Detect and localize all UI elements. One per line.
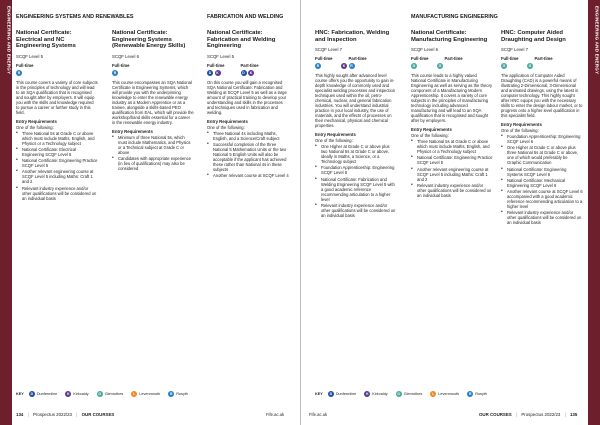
campus-badge-row <box>16 70 98 76</box>
study-mode-part-time: Part-time <box>348 56 367 62</box>
entry-requirements-list <box>16 131 98 201</box>
side-tab-right <box>588 0 600 425</box>
key-campus-name: Glenrothes <box>403 392 423 396</box>
requirement-item: • Another relevant engineering course at SCQF Level 5 including Maths: Craft 1 and 2 <box>16 169 98 184</box>
campus-badge-g: G <box>412 64 416 69</box>
key-campus-name: Glenrothes <box>104 392 124 396</box>
study-mode-row <box>411 56 493 61</box>
entry-requirements-heading: Entry Requirements <box>16 118 57 124</box>
course-title: HNC: Fabrication, Welding and Inspection <box>315 30 390 43</box>
campus-badge-k: K <box>67 392 70 396</box>
requirement-item: • National Certificate: Electrical Engineering SCQF Level 5 <box>16 147 98 157</box>
part-time-campuses <box>241 70 255 76</box>
campus-badge-g: G <box>98 392 102 396</box>
campus-badge-d: D <box>208 70 212 75</box>
entry-intro: One of the following: <box>207 124 245 130</box>
campus-badge-r: R <box>350 64 353 69</box>
campus-badge-d: D <box>30 392 34 396</box>
course-title: National Certificate: Engineering Systems (Renewable Energy Skills) <box>112 30 186 50</box>
requirement-item: • One Higher at Grade C or above plus two National 5s at Grade C or above, ideally in Maths, a Science, or a Technology subject <box>315 144 397 164</box>
requirement-item: • Foundation Apprenticeship: Engineering SCQF Level 6 <box>501 134 583 144</box>
footer-left <box>16 412 304 417</box>
campus-badge-row <box>411 63 493 69</box>
footer-site-link[interactable]: Fife.ac.uk <box>309 412 328 417</box>
key-item <box>131 391 160 397</box>
page-number: 134 <box>16 412 24 417</box>
requirement-item: • National Certificate: Fabrication and Welding Engineering SCQF Level 5 with a good academic reference recommending articulation to a higher level <box>315 177 397 202</box>
footer-prospectus: Prospectus 2022/23 <box>521 412 561 417</box>
entry-requirements-list <box>207 131 289 178</box>
side-tab-left <box>0 0 12 425</box>
key-item <box>168 391 188 397</box>
course-card <box>411 30 493 199</box>
left-page <box>12 0 300 425</box>
campus-key <box>315 391 492 397</box>
course-title: HNC: Computer Aided Draughting and Design <box>501 30 566 43</box>
requirement-item: • Foundation Apprenticeship: Engineering SCQF Level 6 <box>315 165 397 175</box>
study-mode-full-time: Full-time <box>112 62 130 68</box>
key-item <box>396 391 423 397</box>
part-time-campuses <box>341 63 355 69</box>
scqf-level: SCQF Level 5 <box>16 53 43 59</box>
requirement-item: • Candidates with appropriate experience (in lieu of qualifications) may also be considered <box>112 156 194 171</box>
course-title: National Certificate: Fabrication and Welding Engineering <box>207 30 276 50</box>
entry-requirements-heading: Entry Requirements <box>207 118 248 124</box>
entry-requirements-heading: Entry Requirements <box>411 127 452 133</box>
footer-separator: | <box>515 412 518 417</box>
campus-badge-r: R <box>316 64 320 69</box>
requirement-item: • National Certificate: Engineering Practice SCQF Level 5 <box>16 158 98 168</box>
page-number: 135 <box>569 412 578 417</box>
requirement-item: • Relevant industry experience and/or other qualifications will be considered on an individual basis <box>501 210 583 225</box>
campus-badge-k: K <box>342 64 346 69</box>
key-item <box>328 391 356 397</box>
scqf-level: SCQF Level 6 <box>411 47 438 53</box>
course-card <box>112 30 194 172</box>
campus-badge-d: D <box>242 70 245 75</box>
key-title: KEY <box>16 392 24 396</box>
study-mode-part-time: Part-time <box>534 56 553 62</box>
key-campus-name: Dunfermline <box>335 392 357 396</box>
study-mode-row <box>207 63 289 68</box>
course-description: This course encompasses an SQA National Certificate in Engineering Systems, which will provide you with the underpinning knowledge to enter the renewable energy industry as a Modern Apprentice or as a trainee, alongside a skills-based PEO qualification from EAL, which will provide the workshop/hand skills essential for a career in the renewable energy industry. <box>112 79 194 125</box>
study-mode-full-time: Full-time <box>207 62 225 68</box>
study-mode-full-time: Full-time <box>411 56 429 62</box>
campus-badge-r: R <box>17 70 21 75</box>
entry-requirements-heading: Entry Requirements <box>112 128 153 134</box>
right-page <box>300 0 588 425</box>
entry-requirements-list <box>112 135 194 171</box>
course-title: National Certificate: Manufacturing Engineering <box>411 30 488 43</box>
course-description: This highly sought after advanced level course offers you the opportunity to gain in-depth knowledge of commonly used and specialist welding processes and inspection techniques used within the oil, petro-chemical, nuclear, and general fabrication industries. You will understand industrial practice in your local industry, the use of materials, and the effects of processes on their mechanical, physical and chemical properties. <box>315 73 396 129</box>
entry-requirements-heading: Entry Requirements <box>501 122 542 128</box>
requirement-item: • National Certificate: Engineering Systems SCQF Level 6 <box>501 167 583 177</box>
campus-badge-l: L <box>133 392 136 396</box>
footer-section: OUR COURSES <box>479 412 512 417</box>
requirement-item: • Relevant industry experience and/or other qualifications will be considered on an individual basis <box>411 183 493 198</box>
footer-prospectus: Prospectus 2022/23 <box>32 412 72 417</box>
study-mode-row <box>112 63 194 68</box>
entry-requirements-list <box>315 144 397 218</box>
full-time-campuses <box>315 63 321 69</box>
requirement-item: • Successful completion of the three National 5 Mathematics Units or the two National 5 English Units will also be acceptable if the applicant has achieved these rather than National 4s in these subjects <box>207 142 289 172</box>
key-campus-name: Rosyth <box>475 392 488 396</box>
study-mode-full-time: Full-time <box>315 56 333 62</box>
key-campus-name: Kirkcaldy <box>73 392 89 396</box>
course-title: National Certificate: Electrical and NC Engineering Systems <box>16 30 76 50</box>
key-title: KEY <box>315 392 323 396</box>
requirement-item: • Another relevant engineering course at SCQF Level 5 including Maths: Craft 1 and 2 <box>411 167 493 182</box>
study-mode-part-time: Part-time <box>240 62 259 68</box>
course-description: The application of Computer Aided Draughting (CAD) is a powerful means of illustrating 2-Dimensional, 3-Dimensional and animated drawings, using the latest in computer technology. This highly sought after HNC equips you with the necessary skills to enter the design labour market, or to progress onto a higher level qualification in this specialist field. <box>501 73 583 119</box>
requirement-item: • Three National 4s including Maths, English, and a Science/Craft subject <box>207 131 289 141</box>
requirement-item: • Another relevant course at SCQF Level 6 accompanied with a good academic reference recommending articulation to a higher level <box>501 189 583 209</box>
campus-badge-g: G <box>528 64 532 69</box>
requirement-item: • Another relevant course at SCQF Level 4 <box>207 173 289 178</box>
requirement-item: • Relevant industry experience and/or other qualifications will be considered on an individual basis <box>315 203 397 218</box>
requirement-item: • One Higher at Grade C or above plus three National 5s at Grade C or above, one of which would preferably be Graphic Communication <box>501 145 583 165</box>
study-mode-full-time: Full-time <box>501 56 519 62</box>
course-card <box>16 30 98 202</box>
campus-badge-g: G <box>438 64 442 69</box>
entry-requirements-list <box>411 139 493 198</box>
requirement-item: • Three National 5s at Grade C or above which must include Maths, English, and Physics or a Technology subject <box>411 139 493 154</box>
part-time-campuses <box>527 63 533 69</box>
campus-badge-g: G <box>502 64 506 69</box>
study-mode-row <box>16 63 98 68</box>
scqf-level: SCQF Level 6 <box>112 53 139 59</box>
key-item <box>97 391 124 397</box>
side-tab-left-label: ENGINEERING AND ENERGY <box>6 6 12 75</box>
study-mode-part-time: Part-time <box>444 56 463 62</box>
key-item <box>65 391 88 397</box>
footer-separator: | <box>76 412 78 417</box>
campus-badge-r: R <box>113 70 117 75</box>
key-campus-name: Rosyth <box>176 392 189 396</box>
key-campus-name: Kirkcaldy <box>372 392 388 396</box>
full-time-campuses <box>112 70 118 76</box>
key-item <box>29 391 57 397</box>
key-campus-name: Levenmouth <box>139 392 161 396</box>
campus-badge-row <box>315 63 397 69</box>
campus-badge-row <box>501 63 583 69</box>
campus-badge-row <box>112 70 194 76</box>
side-tab-right-label: ENGINEERING AND ENERGY <box>594 6 600 75</box>
scqf-level: SCQF Level 5 <box>207 53 234 59</box>
campus-badge-r: R <box>468 392 472 396</box>
key-item <box>364 391 387 397</box>
campus-badge-g: G <box>397 392 401 396</box>
campus-badge-k: K <box>366 392 369 396</box>
campus-badge-r: R <box>169 392 173 396</box>
full-time-campuses <box>411 63 417 69</box>
entry-intro: One of the following: <box>16 124 54 130</box>
campus-badge-l: L <box>432 392 435 396</box>
key-item <box>467 391 487 397</box>
full-time-campuses <box>501 63 507 69</box>
entry-requirements-heading: Entry Requirements <box>315 132 356 138</box>
campus-badge-d: D <box>329 392 333 396</box>
entry-requirements-list <box>501 134 583 225</box>
course-card <box>207 30 289 179</box>
scqf-level: SCQF Level 7 <box>315 47 342 53</box>
key-item <box>430 391 459 397</box>
requirement-item: • National Certificate: Mechanical Engineering SCQF Level 6 <box>501 178 583 188</box>
requirement-item: • Three National 5s at Grade C or above which must include Maths, English, and Physics or a Technology subject <box>16 131 98 146</box>
part-time-campuses <box>437 63 443 69</box>
campus-key <box>16 391 193 397</box>
course-description: This course covers a variety of core subjects in the principles of technology and will lead to an SQA qualification that is recognised and sought after by employers. It will equip you with the skills and knowledge required to pursue a career or further study in this field. <box>16 79 98 115</box>
course-card <box>501 30 583 226</box>
course-card <box>315 30 397 219</box>
key-campus-name: Dunfermline <box>36 392 58 396</box>
footer-site-link[interactable]: Fife.ac.uk <box>266 412 285 417</box>
campus-badge-k: K <box>249 70 253 75</box>
requirement-item: • Minimum of three National 5s, which must include Mathematics, and Physics or a Technical subject at Grade C or above <box>112 135 194 155</box>
footer-section: OUR COURSES <box>81 412 115 417</box>
entry-intro: One of the following: <box>501 128 539 134</box>
full-time-campuses <box>16 70 22 76</box>
campus-badge-row <box>207 70 289 76</box>
entry-intro: One of the following: <box>315 138 353 144</box>
course-description: On this course you will gain a recognised SQA National Certificate: Fabrication and Welding at SCQF Level 5 as well as a large amount of practical training to develop your understanding and skills in the processes and techniques used in fabrication and welding. <box>207 79 287 115</box>
scqf-level: SCQF Level 7 <box>501 47 528 53</box>
section-title-systems: ENGINEERING SYSTEMS AND RENEWABLES <box>16 14 134 20</box>
study-mode-full-time: Full-time <box>16 62 34 68</box>
entry-intro: One of the following: <box>411 133 449 139</box>
course-description: This course leads to a highly valued National Certificate in Manufacturing Engineering as well as serving as the theory component of a Manufacturing Modern Apprenticeship. It covers a variety of core subjects in the principles of manufacturing technology including advanced manufacturing and will lead to an SQA qualification that is recognised and sought after by employers. <box>411 73 493 124</box>
footer-separator: | <box>564 412 566 417</box>
study-mode-row <box>501 56 583 61</box>
campus-badge-k: K <box>216 70 219 75</box>
study-mode-row <box>315 56 397 61</box>
requirement-item: • Relevant industry experience and/or other qualifications will be considered on an individual basis <box>16 186 98 201</box>
section-title-fabrication: FABRICATION AND WELDING <box>207 14 284 20</box>
full-time-campuses <box>207 70 221 76</box>
footer-separator: | <box>27 412 29 417</box>
requirement-item: • National Certificate: Engineering Practice SCQF Level 5 <box>411 155 493 165</box>
section-title-manufacturing: MANUFACTURING ENGINEERING <box>411 14 498 20</box>
key-campus-name: Levenmouth <box>438 392 460 396</box>
